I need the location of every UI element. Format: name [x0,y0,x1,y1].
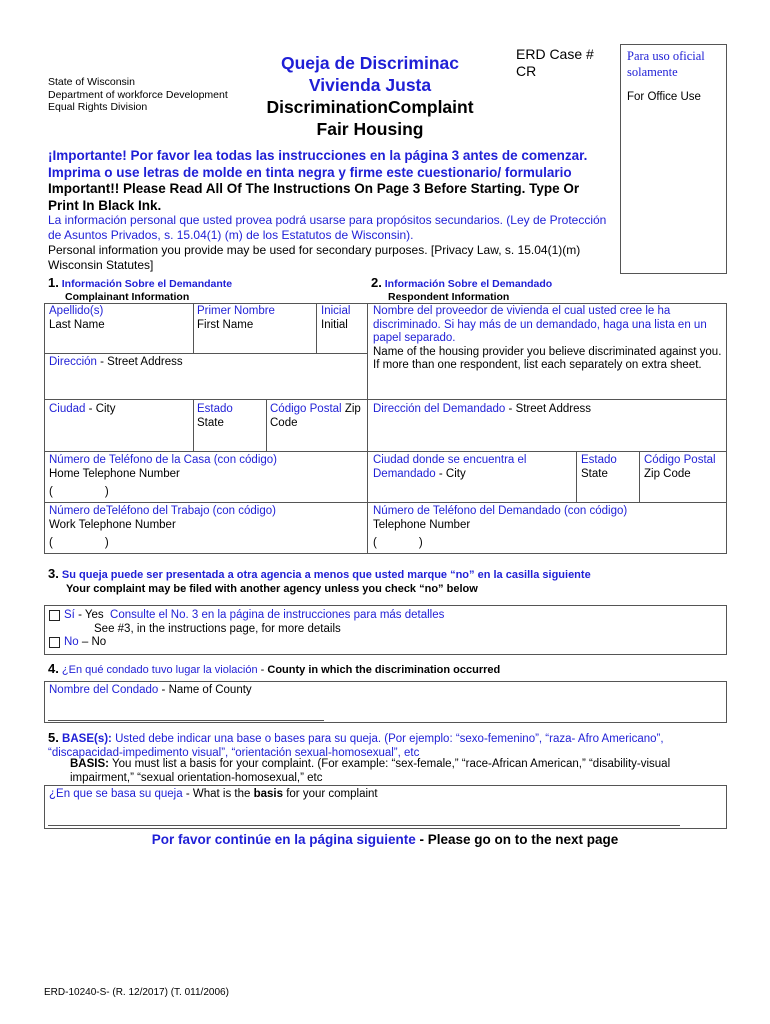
case-number-field[interactable] [516,46,594,80]
respondent-address-field[interactable]: Dirección del Demandado - Street Address [373,403,591,415]
label: Street Address [107,356,183,368]
paren: ( [49,537,53,549]
state-field[interactable] [197,403,233,430]
no-option: No – No [64,636,107,648]
section3-es: Su queja puede ser presentada a otra agencia a menos que usted marque “no” en la casilla siguiente [61,569,591,581]
label: Estado [581,454,617,466]
section5-heading [48,731,668,760]
agency-line: State of Wisconsin [48,76,135,88]
title-es-1: Queja de Discriminac [281,53,459,73]
important-es-1: ¡Importante! Por favor lea todas las instrucciones en la página 3 antes de comenzar. [48,148,588,163]
form-id: ERD-10240-S- (R. 12/2017) (T. 011/2006) [44,987,229,998]
agency-block [48,76,228,114]
paren: ( [373,537,377,549]
home-phone-field[interactable] [49,454,277,500]
agency-line: Equal Rights Division [48,101,148,113]
label: City [95,403,116,415]
label: for your complaint [286,788,378,800]
label: Code [270,416,298,429]
section3-en: Your complaint may be filed with another agency unless you check “no” below [66,583,478,595]
label: Estado [197,403,233,415]
section4-heading: 4. ¿En qué condado tuvo lugar la violación - County in which the discrimination occurred [48,661,501,676]
city-field[interactable]: Ciudad - City [49,403,116,415]
basis-label: ¿En que se basa su queja - What is the basis for your complaint [49,788,378,800]
title-es-2: Vivienda Justa [308,75,432,95]
zip-field[interactable] [270,403,361,430]
section5-body-es: Usted debe indicar una base o bases para su queja. (Por ejemplo: “sexo-femenino”, “raza- Afro Americano”, “discapacidad-impedimento visual”, “orientación sexual-homosexual”, etc [48,733,664,759]
important-es-2: Imprima o use letras de molde en tinta negra y firme este cuestionario/ formulario [48,164,572,180]
title-en-1: DiscriminationComplaint [266,97,474,117]
label: State [197,416,224,429]
county-label: Nombre del Condado - Name of County [49,684,252,696]
label: No [64,636,79,648]
continue-en: Please go on to the next page [427,832,619,847]
case-label: ERD Case # [516,46,594,62]
paren: ( [49,486,53,498]
privacy-es: La información personal que usted provea podrá usarse para propósitos secundarios. (Ley de Protección de Asuntos Privados, s. 15.04(1) (m) de los Estatutos de Wisconsin). [48,213,607,242]
office-use-es: Para uso oficial solamente [627,49,705,79]
section5-number: 5. [48,730,59,745]
label: Código Postal [644,454,716,466]
label: Apellido(s) [49,305,104,317]
label: State [581,467,608,480]
continue-es: Por favor continúe en la página siguiente [151,832,416,847]
respondent-state-field[interactable] [581,454,617,481]
label: ¿En que se basa su queja [49,788,183,800]
label: Sí [64,609,75,621]
label: First Name [197,318,254,331]
label: What is the [192,788,251,800]
label: Número de Teléfono del Demandado (con código) [373,505,628,517]
last-name-field[interactable] [49,305,105,332]
case-prefix: CR [516,63,537,79]
yes-option: Sí - Yes Consulte el No. 3 en la página de instrucciones para más detalles [64,609,445,621]
work-phone-field[interactable] [49,505,276,551]
section5-body-en: You must list a basis for your complaint. (For example: “sex-female,” “race-African American,” “disability-visual impairment,” “sexual orientation-homosexual,” etc [70,758,671,784]
label: Inicial [321,305,351,317]
label: Consulte el No. 3 en la página de instrucciones para más detalles [110,609,445,621]
label: Last Name [49,318,105,331]
paren: ) [104,537,109,549]
label: Dirección del Demandado [373,403,506,415]
section1-title-en: Complainant Information [65,291,190,303]
privacy-notice [48,213,620,273]
section5-title-es: BASE(s): [62,733,112,745]
section3-number: 3. [48,566,59,581]
label: Nombre del Condado [49,684,159,696]
important-notice [48,148,618,214]
label: Telephone Number [373,518,471,531]
label: basis [253,788,284,800]
label: Name of the housing provider you believe discriminated against you. If more than one respondent, list each separately on extra sheet. [373,345,722,371]
yes-checkbox[interactable] [49,610,60,621]
important-en-1: Important!! Please Read All Of The Instructions On Page 3 Before Starting. Type Or [48,181,580,196]
basis-underline [48,825,680,826]
label: Dirección [49,356,97,368]
label: Zip Code [644,467,691,480]
respondent-city-field[interactable]: Ciudad donde se encuentra el Demandado - City [373,454,527,480]
label: Yes [84,609,104,621]
label: Work Telephone Number [49,518,176,531]
paren: ) [418,537,423,549]
label: Número deTeléfono del Trabajo (con código) [49,505,276,517]
label: Ciudad [49,403,86,415]
section3-heading [48,567,591,596]
label: Ciudad donde se encuentra el Demandado [373,454,527,480]
section2-title-en: Respondent Information [388,291,510,303]
important-en-2: Print In Black Ink. [48,197,162,213]
respondent-name-field[interactable] [373,305,723,373]
section1-title-es: Información Sobre el Demandante [61,278,233,290]
label: Nombre del proveedor de vivienda el cual usted cree le ha discriminado. Si hay más de un demandado, haga una lista en un papel separado. [373,305,707,344]
page-title [250,52,490,140]
label: Name of County [168,684,252,696]
section5-english [70,758,678,785]
no-checkbox[interactable] [49,637,60,648]
office-use-en: For Office Use [627,91,701,103]
section4-number: 4. [48,661,59,676]
section2-title-es: Información Sobre el Demandado [384,278,553,290]
section2-number: 2. [371,275,382,290]
street-address-field[interactable]: Dirección - Street Address [49,356,183,368]
initial-field[interactable] [321,305,350,332]
label: Zip [344,403,361,415]
continue-note: Por favor continúe en la página siguiente - Please go on to the next page [151,832,619,847]
first-name-field[interactable] [197,305,275,332]
label: No [91,636,107,648]
yes-detail-en: See #3, in the instructions page, for more details [94,623,341,635]
label: Número de Teléfono de la Casa (con código) [49,454,278,466]
title-en-2: Fair Housing [316,119,424,139]
section2-heading [371,276,552,304]
label: Street Address [515,403,591,415]
section4-es: ¿En qué condado tuvo lugar la violación [61,664,258,676]
respondent-zip-field[interactable] [644,454,716,481]
label: Initial [321,318,348,331]
section1-number: 1. [48,275,59,290]
county-underline [48,720,324,721]
respondent-phone-field[interactable] [373,505,627,551]
section4-en: County in which the discrimination occurred [267,664,501,676]
label: Primer Nombre [197,305,275,317]
label: Home Telephone Number [49,467,180,480]
section1-heading [48,276,232,304]
privacy-en: Personal information you provide may be used for secondary purposes. [Privacy Law, s. 15.04(1)(m) Wisconsin Statutes] [48,243,581,272]
label: Código Postal [270,403,342,415]
label: City [445,467,466,480]
paren: ) [104,486,109,498]
agency-line: Department of workforce Development [48,88,228,101]
section5-title-en: BASIS: [70,758,109,770]
